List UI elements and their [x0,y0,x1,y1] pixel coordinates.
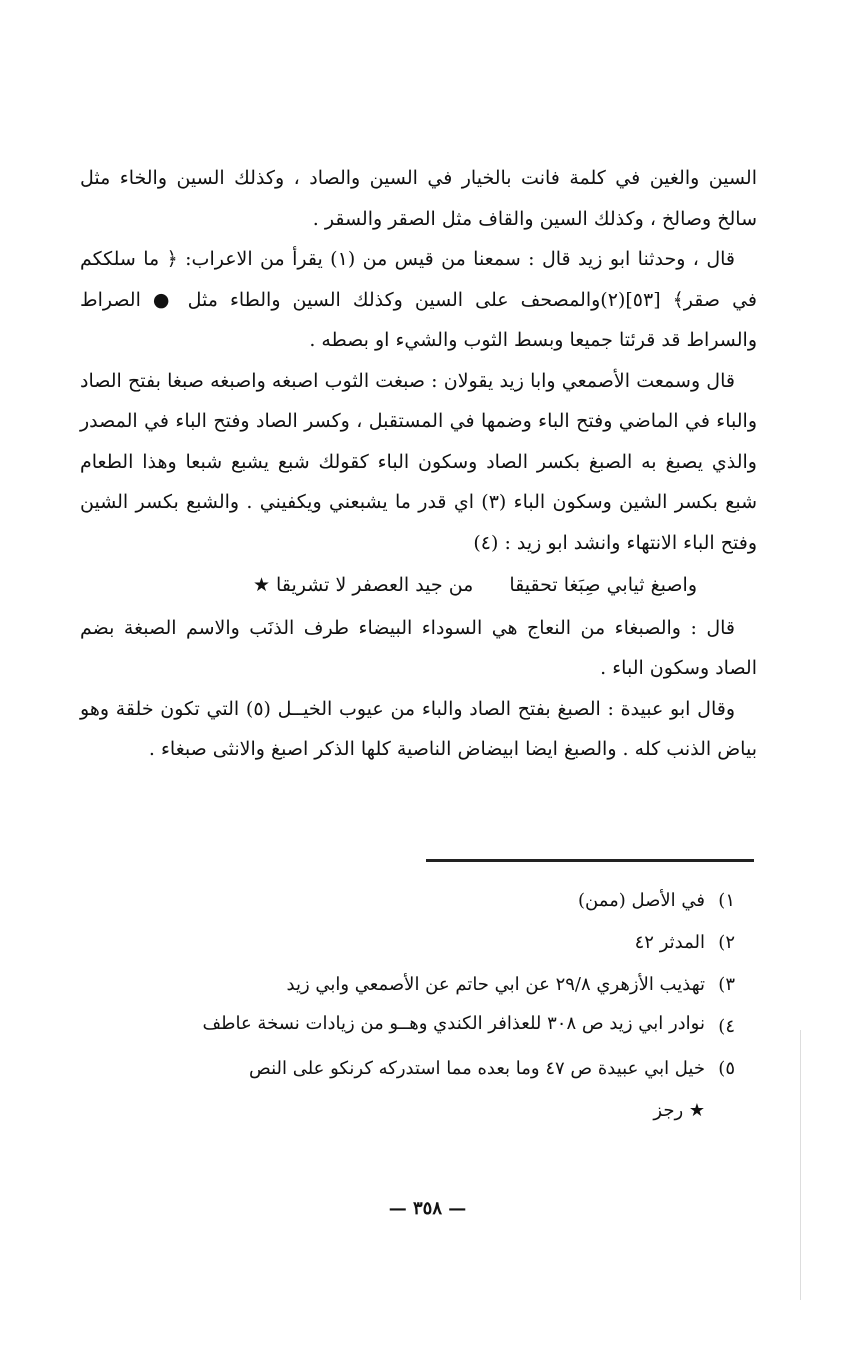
footnote-number: ٢) [718,932,735,953]
verse-hemistich-2: من جيد العصفر لا تشريقا ★ [252,574,474,596]
footnote-divider [426,859,754,862]
verse-hemistich-1: واصبغ ثيابي صِبَغا تحقيقا [509,574,697,596]
footnote-text: المدثر ٤٢ [634,932,705,953]
paragraph-3: قال وسمعت الأصمعي وابا زيد يقولان : صبغت الثوب اصبغه واصبغه صبغا بفتح الصاد والباء في الماضي وفتح الباء وضمها في المستقبل ، وكسر الصاد وفتح الباء في المصدر والذي يصبغ به الصبغ بكسر الصاد وسكون الباء كقولك شبع يشبع شبعا وهذا الطعام شبع بكسر الشين وسكون الباء (٣) اي قدر ما يشبعني ويكفيني . والشبع بكسر الشين وفتح الباء الانتهاء وانشد ابو زيد : (٤) [80,369,757,554]
footnote-number: ٤) [718,1016,735,1037]
page-edge-line [800,1030,801,1300]
footnote-item [100,964,735,1006]
footnote-text: في الأصل (ممن) [577,890,705,911]
footnote-item [100,1006,735,1048]
paragraph-5: وقال ابو عبيدة : الصبغ بفتح الصاد والباء من عيوب الخيــل (٥) التي تكون خلقة وهو بياض الذنب كله . والصبغ ايضا ابيضاض الناصية كلها الذكر اصبغ والانثى صبغاء . [80,697,757,760]
footnote-text: تهذيب الأزهري ٢٩/٨ عن ابي حاتم عن الأصمعي وابي زيد [286,974,705,995]
footnote-text: نوادر ابي زيد ص ٣٠٨ للعذافر الكندي وهــو من زيادات نسخة عاطف [202,1013,705,1034]
page-number: — ٣٥٨ — [388,1198,467,1219]
footnote-text: خيل ابي عبيدة ص ٤٧ وما بعده مما استدركه كرنكو على النص [249,1058,705,1079]
footnote-item [100,922,735,964]
paragraph-4: قال : والصبغاء من النعاج هي السوداء البيضاء طرف الذنَب والاسم الصبغة بضم الصاد وسكون الباء . [80,616,757,679]
footnote-item [100,880,735,922]
footnote-item [100,1048,735,1090]
footnotes [100,880,735,1132]
verse-line [80,565,757,606]
footnote-number: ٣) [718,974,735,995]
footnote-number: ١) [718,890,735,911]
paragraph-2: قال ، وحدثنا ابو زيد قال : سمعنا من قيس من (١) يقرأ من الاعراب: ﴿ ما سلككم في صقر﴾ [٥٣](٢)والمصحف على السين وكذلك السين والطاء مثل ● الصراط والسراط قد قرئتا جميعا وبسط الثوب والشيء او بصطه . [80,248,757,351]
footnote-verse-note: ★ رجز [653,1100,705,1121]
paragraph-1: السين والغين في كلمة فانت بالخيار في السين والصاد ، وكذلك السين والخاء مثل سالخ وصالخ ، وكذلك السين والقاف مثل الصقر والسقر . [80,167,757,230]
main-text [80,158,757,770]
footnote-number: ٥) [718,1058,735,1079]
